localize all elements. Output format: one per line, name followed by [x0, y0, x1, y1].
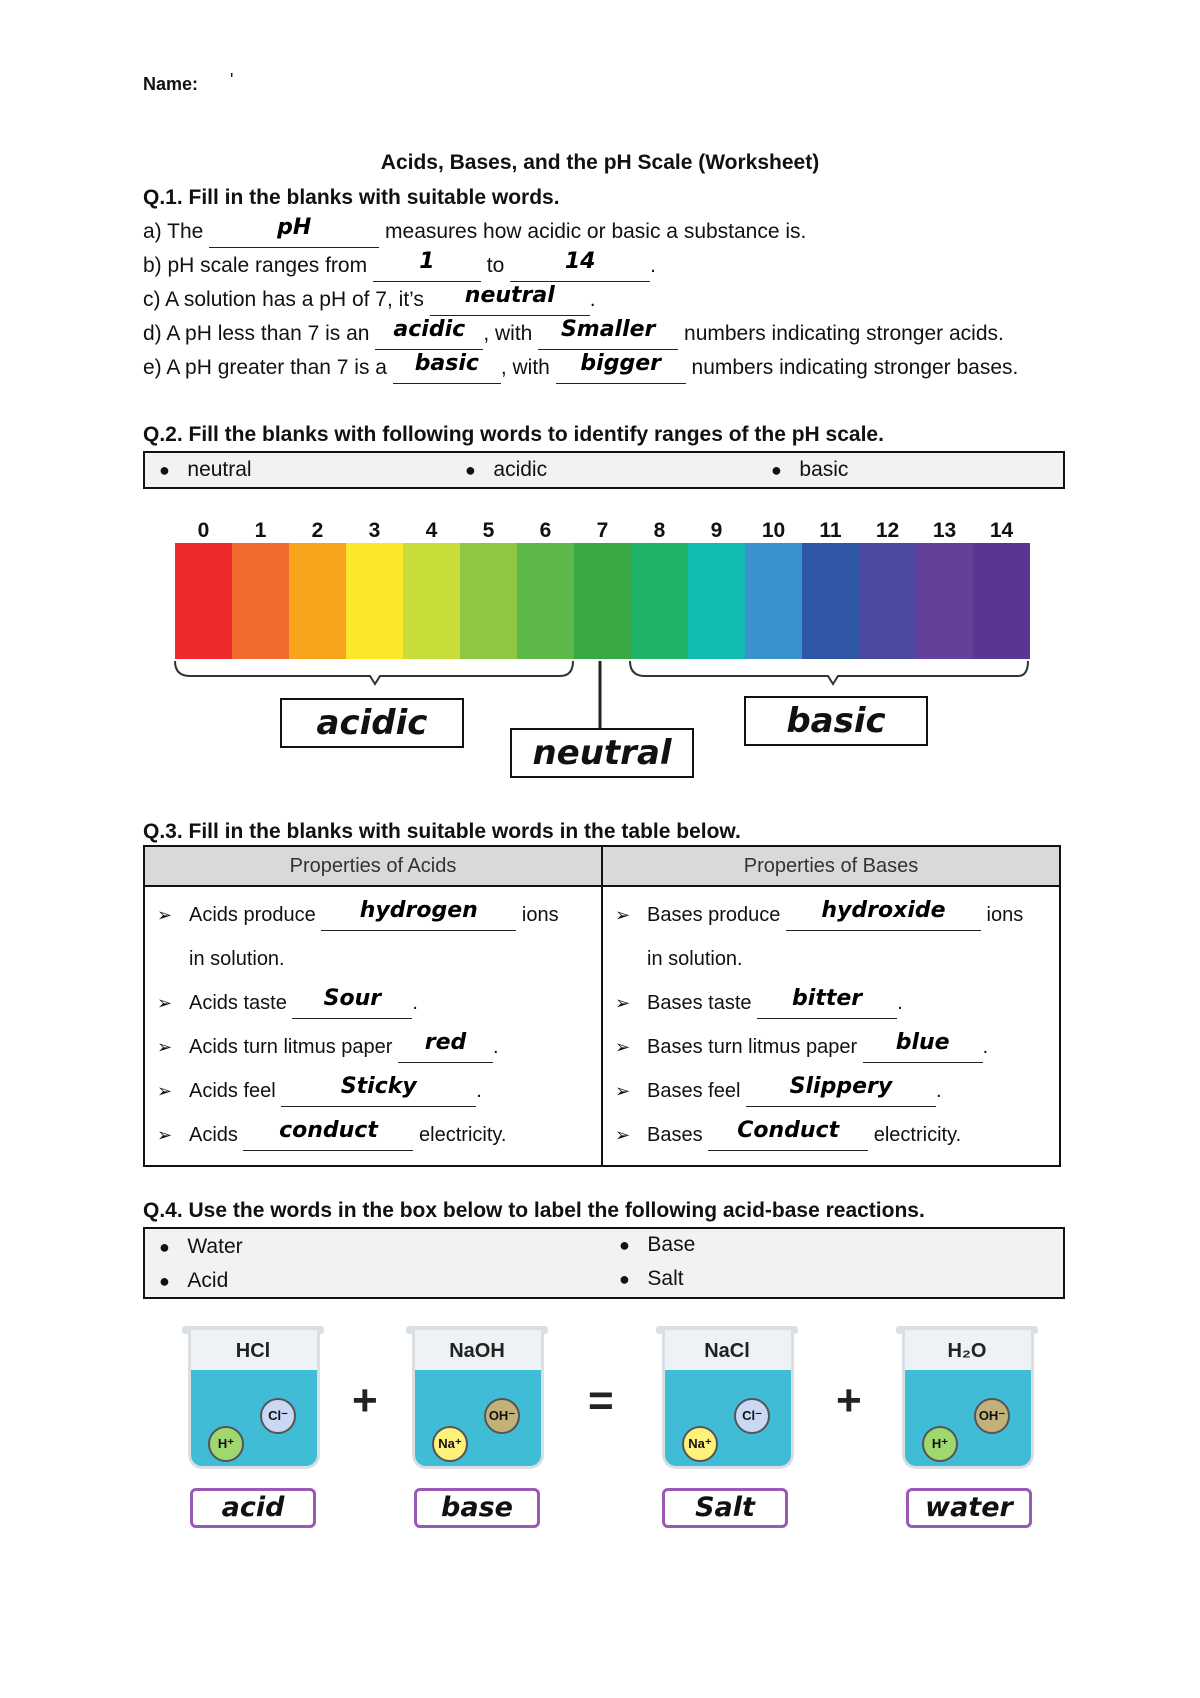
ph-brackets: [0, 0, 1200, 800]
beaker-hcl-formula: HCl: [235, 1340, 271, 1362]
acid-answer: acid: [221, 1492, 285, 1523]
salt-label-box[interactable]: [662, 1488, 788, 1528]
ph-number-1: 1: [254, 519, 267, 542]
oh-ion-icon: OH⁻: [484, 1398, 520, 1434]
ph-number-2: 2: [311, 519, 324, 542]
q1-d-suffix: numbers indicating stronger acids.: [684, 322, 1004, 345]
ph-number-12: 12: [875, 519, 900, 542]
q1-e-suffix: numbers indicating stronger bases.: [691, 356, 1019, 379]
cl-ion-icon: Cl⁻: [260, 1398, 296, 1434]
bases-feel-answer: Slippery: [789, 1074, 893, 1099]
acids-taste-blank[interactable]: [292, 986, 412, 1019]
name-value[interactable]: ': [230, 70, 234, 90]
bases-taste-blank[interactable]: [757, 986, 897, 1019]
acids-produce-cont: in solution.: [189, 948, 285, 970]
na-ion-icon: Na⁺: [682, 1426, 718, 1462]
bases-conduct-answer: Conduct: [737, 1118, 840, 1143]
acids-taste-row: ➢ Acids taste Sour .: [157, 981, 593, 1025]
q1-e-prefix: e) A pH greater than 7 is a: [143, 356, 387, 379]
q1-b-answer2: 14: [564, 249, 596, 274]
bases-conduct-row: ➢ Bases Conduct electricity.: [615, 1113, 1051, 1157]
bases-header: Properties of Bases: [602, 846, 1060, 886]
basic-bracket: [630, 661, 1028, 684]
q1-e-answer1: basic: [414, 351, 479, 376]
q4-word-water: ● Water: [159, 1235, 243, 1258]
plus-sign-2: +: [836, 1376, 862, 1425]
bases-produce-blank[interactable]: [786, 898, 981, 931]
beaker-nacl: [662, 1330, 792, 1470]
beaker-hcl: [188, 1330, 318, 1470]
q4-word-salt: ● Salt: [619, 1267, 684, 1290]
bases-taste-row: ➢ Bases taste bitter .: [615, 981, 1051, 1025]
neutral-answer: neutral: [532, 733, 672, 773]
q1-d-answer1: acidic: [393, 317, 466, 342]
name-label: Name:: [143, 74, 199, 94]
beaker-nacl-formula: NaCl: [704, 1340, 750, 1362]
beaker-naoh: [412, 1330, 542, 1470]
acids-taste-answer: Sour: [323, 986, 382, 1011]
base-label-box[interactable]: [414, 1488, 540, 1528]
ph-number-8: 8: [653, 519, 666, 542]
q1-d-mid: , with: [483, 322, 533, 345]
acid-label-box[interactable]: [190, 1488, 316, 1528]
beaker-h2o-formula: H₂O: [947, 1340, 987, 1362]
q1-d-prefix: d) A pH less than 7 is an: [143, 322, 370, 345]
q1-e-answer2: bigger: [580, 351, 661, 376]
ph-number-10: 10: [761, 519, 786, 542]
q3-heading: Q.3. Fill in the blanks with suitable words in the table below.: [143, 820, 741, 843]
acids-column: [144, 886, 602, 1166]
q1-b-mid: to: [486, 254, 505, 277]
bases-litmus-row: ➢ Bases turn litmus paper blue .: [615, 1025, 1051, 1069]
q1-c-suffix: .: [589, 288, 596, 311]
acids-produce-blank[interactable]: [321, 898, 516, 931]
q4-heading: Q.4. Use the words in the box below to label the following acid-base reactions.: [143, 1199, 925, 1222]
plus-sign-1: +: [352, 1376, 378, 1425]
q4-word-base: ● Base: [619, 1233, 696, 1256]
q1-a-answer: pH: [277, 215, 312, 240]
bases-litmus-blank[interactable]: [863, 1030, 983, 1063]
q1-d-answer2: Smaller: [560, 317, 656, 342]
acids-conduct-row: ➢ Acids conduct electricity.: [157, 1113, 593, 1157]
q4-word-box: [143, 1227, 1065, 1299]
beaker-naoh-formula: NaOH: [449, 1340, 505, 1362]
ph-number-5: 5: [482, 519, 495, 542]
acids-conduct-blank[interactable]: [243, 1118, 413, 1151]
ph-number-7: 7: [596, 519, 609, 542]
bases-produce-answer: hydroxide: [821, 898, 946, 923]
q1-b-suffix: .: [650, 254, 656, 277]
bases-litmus-answer: blue: [895, 1030, 950, 1055]
acidic-bracket: [175, 661, 573, 684]
acids-litmus-row: ➢ Acids turn litmus paper red .: [157, 1025, 593, 1069]
water-label-box[interactable]: [906, 1488, 1032, 1528]
acids-conduct-answer: conduct: [279, 1118, 378, 1143]
acids-produce-answer: hydrogen: [359, 898, 478, 923]
q1-b-prefix: b) pH scale ranges from: [143, 254, 368, 277]
base-answer: base: [441, 1492, 513, 1523]
q1-c-answer: neutral: [464, 283, 555, 308]
ph-number-6: 6: [539, 519, 552, 542]
oh-ion-icon: OH⁻: [974, 1398, 1010, 1434]
q2-word-basic: ● basic: [771, 458, 849, 481]
q1-heading: Q.1. Fill in the blanks with suitable words.: [143, 186, 560, 209]
acids-produce-row: ➢ Acids produce hydrogen ions: [157, 893, 593, 937]
q4-word-acid: ● Acid: [159, 1269, 229, 1292]
acids-feel-row: ➢ Acids feel Sticky .: [157, 1069, 593, 1113]
cl-ion-icon: Cl⁻: [734, 1398, 770, 1434]
h-ion-icon: H⁺: [922, 1426, 958, 1462]
bases-conduct-blank[interactable]: [708, 1118, 868, 1151]
beaker-h2o: [902, 1330, 1032, 1470]
q1-e-mid: , with: [500, 356, 550, 379]
na-ion-icon: Na⁺: [432, 1426, 468, 1462]
q1-a-suffix: measures how acidic or basic a substance is.: [385, 220, 807, 243]
water-answer: water: [925, 1492, 1013, 1523]
acids-litmus-blank[interactable]: [398, 1030, 493, 1063]
q2-word-acidic: ● acidic: [465, 458, 548, 481]
h-ion-icon: H⁺: [208, 1426, 244, 1462]
equals-sign: =: [588, 1376, 614, 1425]
ph-number-3: 3: [368, 519, 381, 542]
acids-feel-answer: Sticky: [340, 1074, 417, 1099]
q1-a-prefix: a) The: [143, 220, 204, 243]
bases-column: [602, 886, 1060, 1166]
basic-label-box[interactable]: [744, 696, 928, 746]
worksheet-title: Acids, Bases, and the pH Scale (Worksheet): [380, 151, 820, 174]
acidic-label-box[interactable]: [280, 698, 464, 748]
bases-produce-row: ➢ Bases produce hydroxide ions: [615, 893, 1051, 937]
bases-produce-cont: in solution.: [647, 948, 743, 970]
q1-b-answer1: 1: [419, 249, 435, 274]
q1-c-prefix: c) A solution has a pH of 7, it’s: [143, 288, 424, 311]
ph-number-11: 11: [819, 519, 842, 542]
acids-header: Properties of Acids: [144, 846, 602, 886]
basic-answer: basic: [786, 701, 886, 741]
bases-taste-answer: bitter: [792, 986, 863, 1011]
ph-number-9: 9: [710, 519, 723, 542]
ph-number-4: 4: [425, 519, 438, 542]
neutral-label-box[interactable]: [510, 728, 694, 778]
acids-litmus-answer: red: [424, 1030, 467, 1055]
ph-number-13: 13: [932, 519, 957, 542]
salt-answer: Salt: [695, 1492, 755, 1523]
acidic-answer: acidic: [316, 703, 428, 743]
properties-table: [143, 845, 1061, 1167]
q2-word-neutral: ● neutral: [159, 458, 252, 481]
q2-heading: Q.2. Fill the blanks with following words to identify ranges of the pH scale.: [143, 423, 884, 446]
ph-number-14: 14: [989, 519, 1014, 542]
ph-number-0: 0: [197, 519, 210, 542]
bases-feel-row: ➢ Bases feel Slippery .: [615, 1069, 1051, 1113]
